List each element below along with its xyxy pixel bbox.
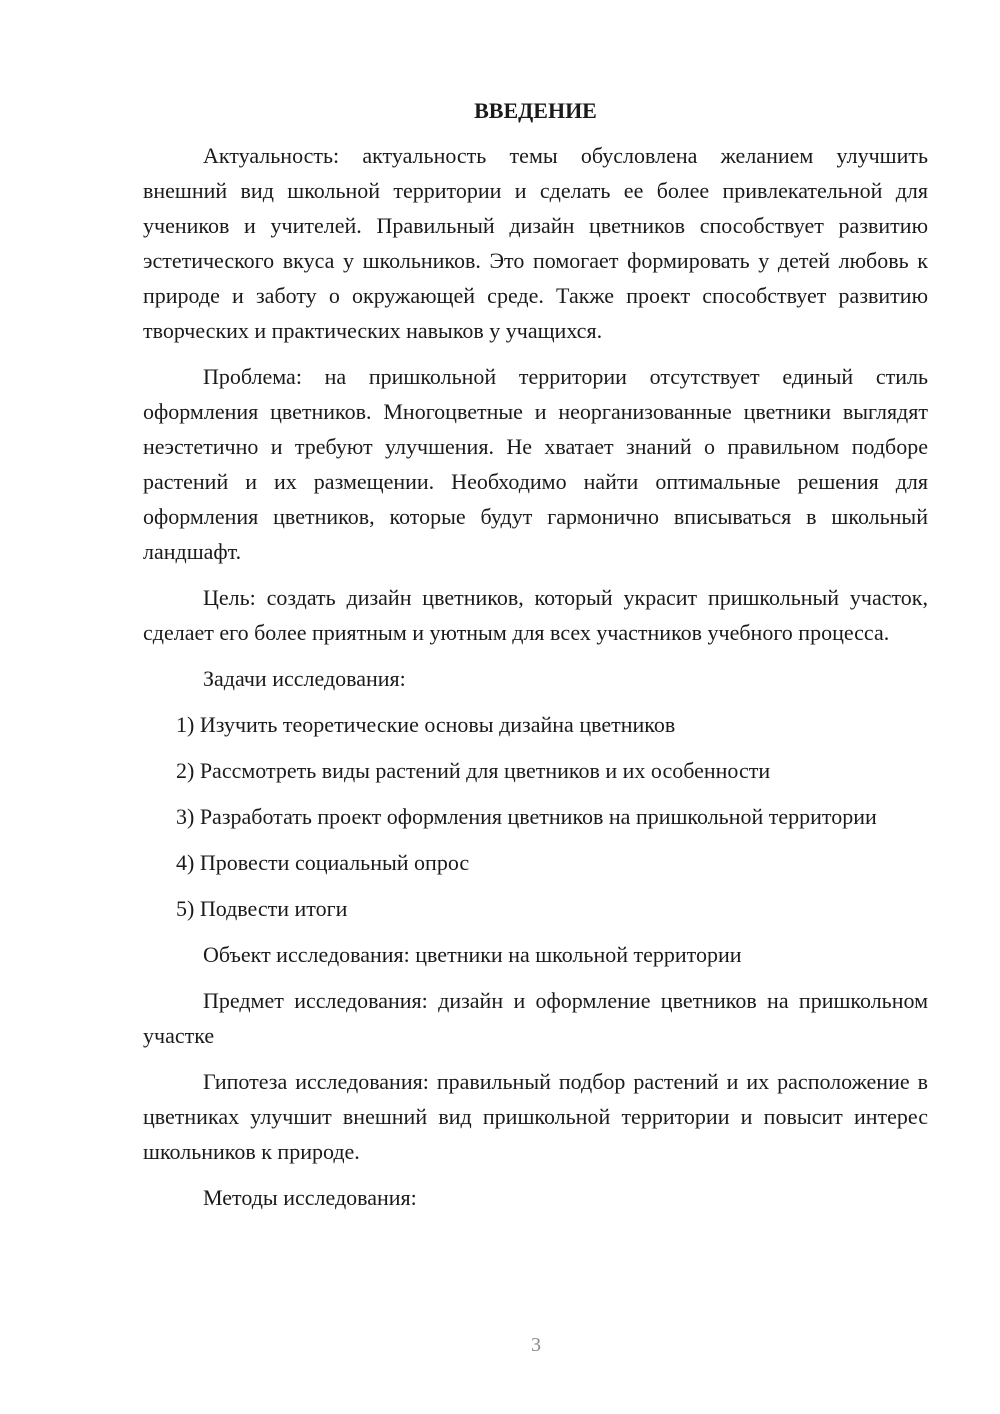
- task-item-2: 2) Рассмотреть виды растений для цветников и их особенности: [176, 758, 771, 783]
- task-item-1: 1) Изучить теоретические основы дизайна цветников: [176, 712, 676, 737]
- paragraph-problem: Проблема: на пришкольной территории отсутствует единый стиль оформления цветников. Многоцветные и неорганизованные цветники выглядят неэстетично и требуют улучшения. Не хватает знаний о правильном подборе растений и их размещении. Необходимо найти оптимальные решения для оформления цветников, которые будут гармонично вписываться в школьный ландшафт.: [143, 364, 928, 564]
- paragraph-goal: Цель: создать дизайн цветников, который украсит пришкольный участок, сделает его более приятным и уютным для всех участников учебного процесса.: [143, 585, 928, 645]
- task-item-4: 4) Провести социальный опрос: [176, 850, 470, 875]
- task-item-5: 5) Подвести итоги: [176, 896, 348, 921]
- paragraph-subject: Предмет исследования: дизайн и оформление цветников на пришкольном участке: [143, 988, 928, 1048]
- document-page: [143, 93, 928, 1215]
- paragraph-object: Объект исследования: цветники на школьной территории: [203, 942, 742, 967]
- methods-heading: Методы исследования:: [203, 1185, 417, 1210]
- paragraph-relevance: Актуальность: актуальность темы обусловлена желанием улучшить внешний вид школьной территории и сделать ее более привлекательной для учеников и учителей. Правильный дизайн цветников способствует развитию эстетического вкуса у школьников. Это помогает формировать у детей любовь к природе и заботу о окружающей среде. Также проект способствует развитию творческих и практических навыков у учащихся.: [143, 143, 928, 343]
- task-item-3: 3) Разработать проект оформления цветников на пришкольной территории: [176, 804, 877, 829]
- paragraph-hypothesis: Гипотеза исследования: правильный подбор растений и их расположение в цветниках улучшит внешний вид пришкольной территории и повысит интерес школьников к природе.: [143, 1069, 928, 1164]
- page-number: 3: [531, 1334, 541, 1356]
- section-title: ВВЕДЕНИЕ: [474, 98, 597, 123]
- tasks-heading: Задачи исследования:: [203, 666, 406, 691]
